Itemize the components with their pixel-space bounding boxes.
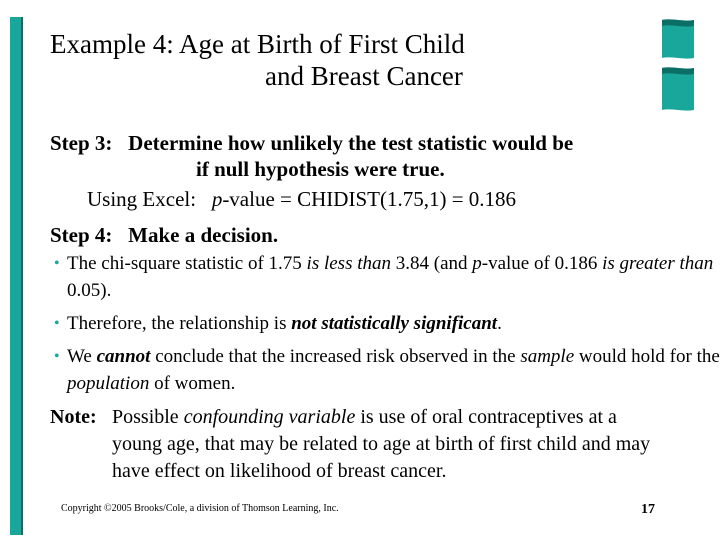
step-3-line-2: if null hypothesis were true.: [196, 157, 445, 181]
step-3-line-1: Determine how unlikely the test statistic would be: [128, 131, 574, 155]
left-accent-bar: [10, 17, 21, 535]
step-4: [50, 222, 278, 248]
wave-ribbon-icon: [658, 18, 698, 112]
excel-formula: -value = CHIDIST(1.75,1) = 0.186: [222, 187, 517, 211]
slide-title: [50, 28, 465, 92]
bullet-therefore: [50, 310, 502, 337]
step-4-label: Step 4:: [50, 223, 113, 247]
bullet-dot-icon: •: [54, 315, 60, 332]
title-line-2: and Breast Cancer: [265, 61, 463, 91]
page-number: 17: [641, 502, 655, 517]
note-block: [50, 404, 660, 485]
step-3: [50, 130, 573, 182]
note-text: Possible confounding variable is use of oral contraceptives at a young age, that may be related to age at birth of first child and may have effect on likelihood of breast cancer.: [112, 406, 651, 482]
bullet-text: Therefore, the relationship is not statistically significant.: [67, 313, 502, 334]
bullet-text: We cannot conclude that the increased risk observed in the sample would hold for the population of women.: [67, 346, 720, 394]
bullet-cannot-conclude: [50, 343, 720, 397]
left-accent-bar-shadow: [21, 17, 23, 535]
note-label: Note:: [50, 406, 97, 428]
excel-prefix: Using Excel:: [87, 187, 202, 211]
excel-p-symbol: p: [211, 187, 223, 211]
step-4-text: Make a decision.: [128, 223, 279, 247]
title-line-1: Example 4: Age at Birth of First Child: [50, 29, 465, 59]
excel-formula-line: [87, 186, 516, 212]
bullet-dot-icon: •: [54, 255, 60, 272]
copyright-notice: Copyright ©2005 Brooks/Cole, a division of Thomson Learning, Inc.: [61, 503, 339, 514]
step-3-label: Step 3:: [50, 131, 113, 155]
bullet-dot-icon: •: [54, 348, 60, 365]
bullet-chi-square: [50, 250, 720, 304]
bullet-text: The chi-square statistic of 1.75 is less than 3.84 (and p-value of 0.186 is greater than 0.05).: [67, 253, 714, 301]
